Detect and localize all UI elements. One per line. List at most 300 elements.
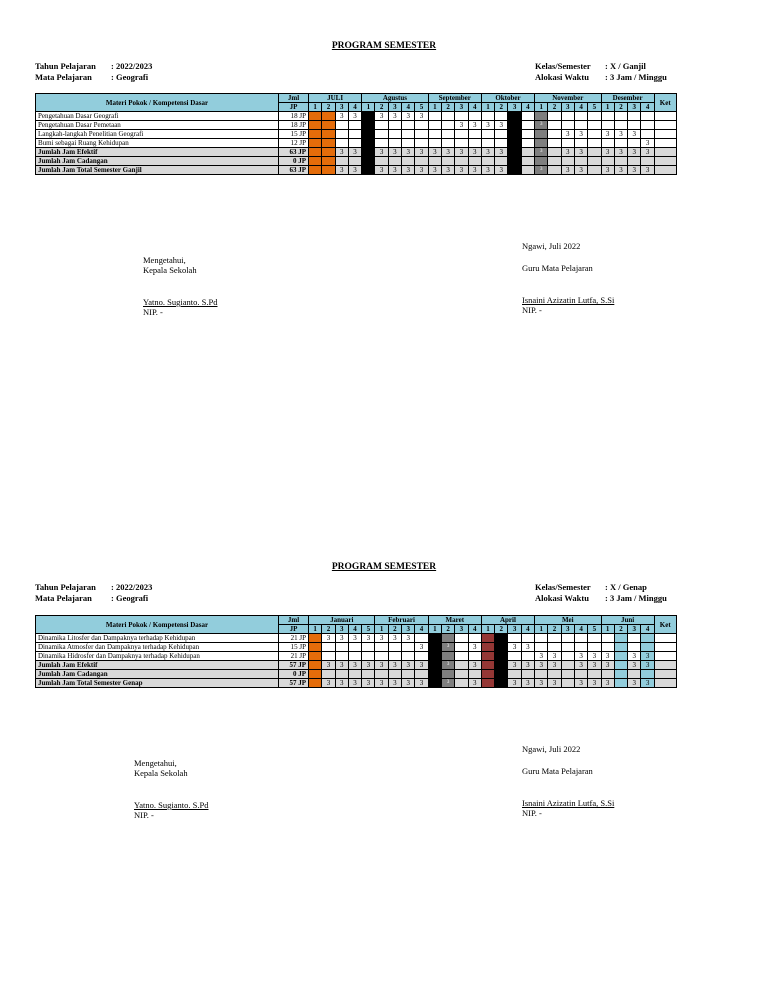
week-cell: 3 — [455, 166, 468, 175]
week-cell — [455, 652, 468, 661]
week-cell — [375, 670, 388, 679]
week-cell — [574, 157, 587, 166]
week-cell: 3 — [614, 148, 627, 157]
week-cell — [601, 634, 614, 643]
ket-cell — [654, 121, 676, 130]
week-cell — [481, 112, 494, 121]
materi-cell: Jumlah Jam Total Semester Genap — [36, 679, 279, 688]
week-header: 1 — [535, 103, 548, 112]
materi-cell: Pengetahuan Dasar Geografi — [36, 112, 279, 121]
week-cell: 3 — [521, 661, 534, 670]
week-header: 4 — [641, 625, 654, 634]
week-cell — [521, 166, 534, 175]
week-cell — [428, 130, 441, 139]
week-cell: 3 — [362, 661, 375, 670]
table-header-row — [36, 616, 677, 625]
week-cell — [428, 634, 441, 643]
guru-name: Isnaini Azizatin Lutfa, S.Si — [522, 798, 615, 808]
week-cell — [508, 157, 521, 166]
week-cell: 3 — [441, 643, 454, 652]
ket-cell — [654, 643, 676, 652]
week-cell — [535, 670, 548, 679]
week-cell: 3 — [335, 112, 348, 121]
signature-right — [522, 744, 614, 818]
kelas-semester-value: : X / Genap — [605, 582, 647, 592]
week-cell — [441, 139, 454, 148]
week-header: 4 — [641, 103, 654, 112]
week-cell: 3 — [362, 679, 375, 688]
week-cell — [348, 643, 361, 652]
week-cell — [628, 112, 641, 121]
week-header: 5 — [415, 103, 428, 112]
week-cell: 3 — [388, 634, 401, 643]
week-cell: 3 — [574, 652, 587, 661]
jp-header: JP — [279, 103, 309, 112]
week-cell — [441, 670, 454, 679]
week-cell — [375, 652, 388, 661]
tahun-pelajaran-label: Tahun Pelajaran — [35, 582, 96, 592]
week-cell — [521, 112, 534, 121]
week-cell — [362, 670, 375, 679]
week-cell: 3 — [481, 121, 494, 130]
week-cell — [561, 679, 574, 688]
materi-cell: Pengetahuan Dasar Pemetaan — [36, 121, 279, 130]
week-cell — [535, 112, 548, 121]
week-cell: 3 — [402, 679, 415, 688]
week-header: 3 — [335, 625, 348, 634]
week-cell — [375, 139, 388, 148]
week-cell — [588, 634, 601, 643]
table-row — [36, 643, 677, 652]
week-cell: 3 — [548, 679, 561, 688]
week-cell: 3 — [628, 652, 641, 661]
jp-cell: 63 JP — [279, 166, 309, 175]
month-header: JULI — [309, 94, 362, 103]
kelas-semester-label: Kelas/Semester — [535, 582, 591, 592]
week-header: 2 — [441, 103, 454, 112]
jp-cell: 15 JP — [279, 643, 309, 652]
week-cell — [574, 643, 587, 652]
week-cell — [588, 157, 601, 166]
week-cell — [588, 139, 601, 148]
week-cell — [322, 670, 335, 679]
alokasi-waktu-value: : 3 Jam / Minggu — [605, 593, 667, 603]
kepala-nip: NIP. - — [143, 307, 163, 317]
week-cell: 3 — [362, 634, 375, 643]
week-cell — [588, 643, 601, 652]
signature-left — [143, 255, 217, 317]
materi-cell: Dinamika Litosfer dan Dampaknya terhadap Kehidupan — [36, 634, 279, 643]
month-header: September — [428, 94, 481, 103]
month-header: Mei — [535, 616, 601, 625]
week-cell — [521, 652, 534, 661]
week-cell — [348, 139, 361, 148]
week-header: 3 — [561, 625, 574, 634]
week-header: 1 — [481, 103, 494, 112]
week-header: 2 — [322, 625, 335, 634]
week-cell: 3 — [495, 121, 508, 130]
week-cell: 3 — [641, 139, 654, 148]
week-cell: 3 — [628, 148, 641, 157]
week-cell — [322, 166, 335, 175]
week-header: 3 — [402, 625, 415, 634]
week-cell — [508, 112, 521, 121]
week-cell — [309, 121, 322, 130]
week-cell — [548, 139, 561, 148]
week-cell: 3 — [588, 661, 601, 670]
alokasi-waktu-row — [535, 593, 667, 604]
table-row — [36, 634, 677, 643]
week-cell — [322, 148, 335, 157]
week-cell — [441, 157, 454, 166]
week-cell — [481, 634, 494, 643]
week-cell — [309, 157, 322, 166]
tahun-pelajaran-value: : 2022/2023 — [111, 61, 153, 71]
week-header: 4 — [521, 103, 534, 112]
week-cell: 3 — [535, 121, 548, 130]
ket-cell — [654, 157, 676, 166]
week-cell — [455, 139, 468, 148]
kelas-semester-value: : X / Ganjil — [605, 61, 646, 71]
week-header: 5 — [588, 625, 601, 634]
week-cell — [335, 670, 348, 679]
week-cell: 3 — [388, 166, 401, 175]
week-header: 4 — [348, 625, 361, 634]
month-header: November — [535, 94, 601, 103]
week-cell — [309, 148, 322, 157]
week-cell — [535, 139, 548, 148]
kepala-sekolah-text: Kepala Sekolah — [134, 768, 188, 778]
week-cell — [561, 643, 574, 652]
week-cell: 3 — [415, 679, 428, 688]
page-title: PROGRAM SEMESTER — [331, 562, 437, 572]
week-cell — [614, 157, 627, 166]
week-cell: 3 — [455, 121, 468, 130]
signature-left — [134, 758, 208, 820]
jp-header: JP — [279, 625, 309, 634]
week-cell — [481, 670, 494, 679]
week-cell: 3 — [388, 148, 401, 157]
week-header: 1 — [428, 625, 441, 634]
place-date: Ngawi, Juli 2022 — [522, 241, 581, 251]
week-cell — [561, 652, 574, 661]
week-cell — [309, 166, 322, 175]
week-cell: 3 — [535, 148, 548, 157]
week-cell: 3 — [322, 661, 335, 670]
week-header: 2 — [495, 625, 508, 634]
table-header-row — [36, 94, 677, 103]
mata-pelajaran-row — [35, 593, 152, 604]
week-header: 2 — [495, 103, 508, 112]
week-cell: 3 — [574, 661, 587, 670]
week-cell — [362, 652, 375, 661]
week-cell — [362, 148, 375, 157]
week-header: 4 — [468, 103, 481, 112]
kepala-name: Yatno. Sugianto. S.Pd — [134, 800, 209, 810]
week-cell — [548, 130, 561, 139]
week-cell — [455, 679, 468, 688]
week-cell: 3 — [641, 679, 654, 688]
week-cell: 3 — [402, 148, 415, 157]
week-cell — [309, 670, 322, 679]
guru-name: Isnaini Azizatin Lutfa, S.Si — [522, 295, 615, 305]
jp-cell: 15 JP — [279, 130, 309, 139]
week-cell — [441, 112, 454, 121]
week-header: 2 — [388, 625, 401, 634]
jml-header: Jml — [279, 616, 309, 625]
week-cell — [521, 130, 534, 139]
week-cell — [548, 166, 561, 175]
week-header: 3 — [628, 625, 641, 634]
week-cell — [641, 157, 654, 166]
week-cell — [574, 670, 587, 679]
week-cell — [468, 634, 481, 643]
page-title: PROGRAM SEMESTER — [331, 41, 437, 51]
week-header: 3 — [455, 103, 468, 112]
week-cell: 3 — [508, 148, 521, 157]
week-cell — [468, 112, 481, 121]
ket-cell — [654, 652, 676, 661]
week-cell — [375, 130, 388, 139]
week-cell: 3 — [348, 661, 361, 670]
week-cell — [348, 670, 361, 679]
week-cell — [309, 130, 322, 139]
header-left — [35, 61, 152, 83]
week-cell — [521, 670, 534, 679]
week-cell — [388, 670, 401, 679]
week-cell: 3 — [322, 679, 335, 688]
week-cell — [614, 139, 627, 148]
week-cell: 3 — [468, 679, 481, 688]
week-cell: 3 — [415, 643, 428, 652]
week-cell: 3 — [628, 130, 641, 139]
jp-cell: 63 JP — [279, 148, 309, 157]
week-cell — [441, 121, 454, 130]
week-cell — [402, 643, 415, 652]
jp-cell: 57 JP — [279, 679, 309, 688]
week-cell — [561, 121, 574, 130]
materi-cell: Jumlah Jam Cadangan — [36, 670, 279, 679]
week-cell — [322, 112, 335, 121]
week-cell — [561, 661, 574, 670]
jp-cell: 18 JP — [279, 121, 309, 130]
week-cell — [495, 643, 508, 652]
week-header: 1 — [309, 625, 322, 634]
week-cell — [548, 112, 561, 121]
week-cell — [495, 652, 508, 661]
week-cell: 3 — [441, 166, 454, 175]
week-cell — [428, 157, 441, 166]
week-header: 3 — [388, 103, 401, 112]
week-cell: 3 — [601, 661, 614, 670]
week-header: 1 — [601, 625, 614, 634]
jp-cell: 21 JP — [279, 652, 309, 661]
week-cell — [322, 157, 335, 166]
alokasi-waktu-label: Alokasi Waktu — [535, 593, 589, 603]
week-cell: 3 — [441, 661, 454, 670]
week-cell — [402, 139, 415, 148]
week-cell: 3 — [468, 148, 481, 157]
materi-header: Materi Pokok / Kompetensi Dasar — [36, 616, 279, 634]
week-cell — [388, 121, 401, 130]
week-cell — [588, 121, 601, 130]
week-cell — [521, 634, 534, 643]
week-cell: 3 — [508, 661, 521, 670]
week-cell: 3 — [574, 148, 587, 157]
jp-cell: 0 JP — [279, 670, 309, 679]
week-cell — [415, 130, 428, 139]
week-cell: 3 — [415, 112, 428, 121]
week-cell — [402, 121, 415, 130]
week-cell: 3 — [588, 679, 601, 688]
table-row — [36, 166, 677, 175]
week-cell — [561, 670, 574, 679]
week-cell: 3 — [561, 148, 574, 157]
week-cell — [402, 652, 415, 661]
materi-cell: Jumlah Jam Efektif — [36, 148, 279, 157]
mengetahui-text: Mengetahui, — [143, 255, 186, 265]
guru-nip: NIP. - — [522, 305, 542, 315]
materi-cell: Dinamika Hidrosfer dan Dampaknya terhadap Kehidupan — [36, 652, 279, 661]
week-cell — [335, 121, 348, 130]
week-cell: 3 — [508, 679, 521, 688]
week-cell — [388, 130, 401, 139]
week-cell: 3 — [375, 166, 388, 175]
table-row — [36, 112, 677, 121]
week-cell — [335, 157, 348, 166]
week-cell: 3 — [468, 166, 481, 175]
table-row — [36, 148, 677, 157]
table-row — [36, 121, 677, 130]
ket-cell — [654, 661, 676, 670]
week-cell: 3 — [322, 634, 335, 643]
week-cell — [428, 121, 441, 130]
jml-header: Jml — [279, 94, 309, 103]
week-header: 4 — [574, 103, 587, 112]
week-cell — [521, 157, 534, 166]
week-header: 4 — [468, 625, 481, 634]
week-cell — [348, 121, 361, 130]
week-cell — [588, 130, 601, 139]
week-cell — [428, 643, 441, 652]
week-cell — [561, 157, 574, 166]
week-cell: 3 — [388, 679, 401, 688]
week-cell — [362, 157, 375, 166]
mata-pelajaran-label: Mata Pelajaran — [35, 593, 92, 603]
ket-cell — [654, 166, 676, 175]
week-cell: 3 — [614, 130, 627, 139]
signature-right — [522, 241, 614, 315]
week-cell: 3 — [495, 148, 508, 157]
week-cell — [641, 112, 654, 121]
week-cell: 3 — [441, 679, 454, 688]
week-header: 4 — [574, 625, 587, 634]
week-header: 2 — [614, 103, 627, 112]
week-header: 2 — [548, 103, 561, 112]
week-cell — [495, 634, 508, 643]
ket-cell — [654, 130, 676, 139]
week-cell: 3 — [588, 652, 601, 661]
week-cell: 3 — [375, 634, 388, 643]
kepala-name: Yatno. Sugianto. S.Pd — [143, 297, 218, 307]
header-right — [535, 582, 667, 604]
kepala-sekolah-text: Kepala Sekolah — [143, 265, 197, 275]
week-cell — [415, 634, 428, 643]
week-cell — [388, 139, 401, 148]
week-cell — [362, 643, 375, 652]
week-cell — [388, 643, 401, 652]
week-cell: 3 — [348, 166, 361, 175]
week-header: 1 — [428, 103, 441, 112]
week-cell — [415, 652, 428, 661]
week-cell: 3 — [375, 112, 388, 121]
week-cell — [388, 652, 401, 661]
kelas-semester-row — [535, 61, 667, 72]
ket-header: Ket — [654, 94, 676, 112]
week-cell — [535, 130, 548, 139]
week-cell — [455, 130, 468, 139]
week-cell — [495, 130, 508, 139]
week-cell: 3 — [428, 148, 441, 157]
week-cell — [481, 139, 494, 148]
week-cell: 3 — [601, 130, 614, 139]
week-cell — [614, 679, 627, 688]
week-cell — [309, 661, 322, 670]
week-cell: 3 — [601, 652, 614, 661]
week-cell — [601, 121, 614, 130]
week-cell — [348, 652, 361, 661]
week-cell — [415, 139, 428, 148]
week-cell: 3 — [628, 661, 641, 670]
week-cell — [548, 121, 561, 130]
week-cell — [455, 661, 468, 670]
materi-cell: Bumi sebagai Ruang Kehidupan — [36, 139, 279, 148]
week-header: 1 — [481, 625, 494, 634]
table-row — [36, 139, 677, 148]
week-cell — [614, 112, 627, 121]
week-cell: 3 — [521, 643, 534, 652]
week-cell — [455, 643, 468, 652]
week-cell: 3 — [375, 661, 388, 670]
kelas-semester-row — [535, 582, 667, 593]
week-cell — [508, 139, 521, 148]
week-cell — [561, 139, 574, 148]
week-header: 5 — [588, 103, 601, 112]
week-header: 2 — [614, 625, 627, 634]
week-cell: 3 — [641, 661, 654, 670]
week-cell — [495, 679, 508, 688]
week-cell — [322, 139, 335, 148]
week-cell — [601, 112, 614, 121]
week-cell: 3 — [481, 166, 494, 175]
tahun-pelajaran-row — [35, 61, 152, 72]
week-cell — [309, 679, 322, 688]
ket-header: Ket — [654, 616, 676, 634]
week-header: 4 — [402, 103, 415, 112]
week-cell — [428, 670, 441, 679]
week-cell: 3 — [574, 679, 587, 688]
week-cell — [335, 652, 348, 661]
week-cell — [601, 157, 614, 166]
week-cell: 3 — [508, 121, 521, 130]
week-cell: 3 — [441, 148, 454, 157]
week-cell — [574, 634, 587, 643]
week-cell: 3 — [535, 679, 548, 688]
week-cell — [535, 634, 548, 643]
guru-title: Guru Mata Pelajaran — [522, 766, 593, 776]
week-cell — [322, 652, 335, 661]
alokasi-waktu-value: : 3 Jam / Minggu — [605, 72, 667, 82]
